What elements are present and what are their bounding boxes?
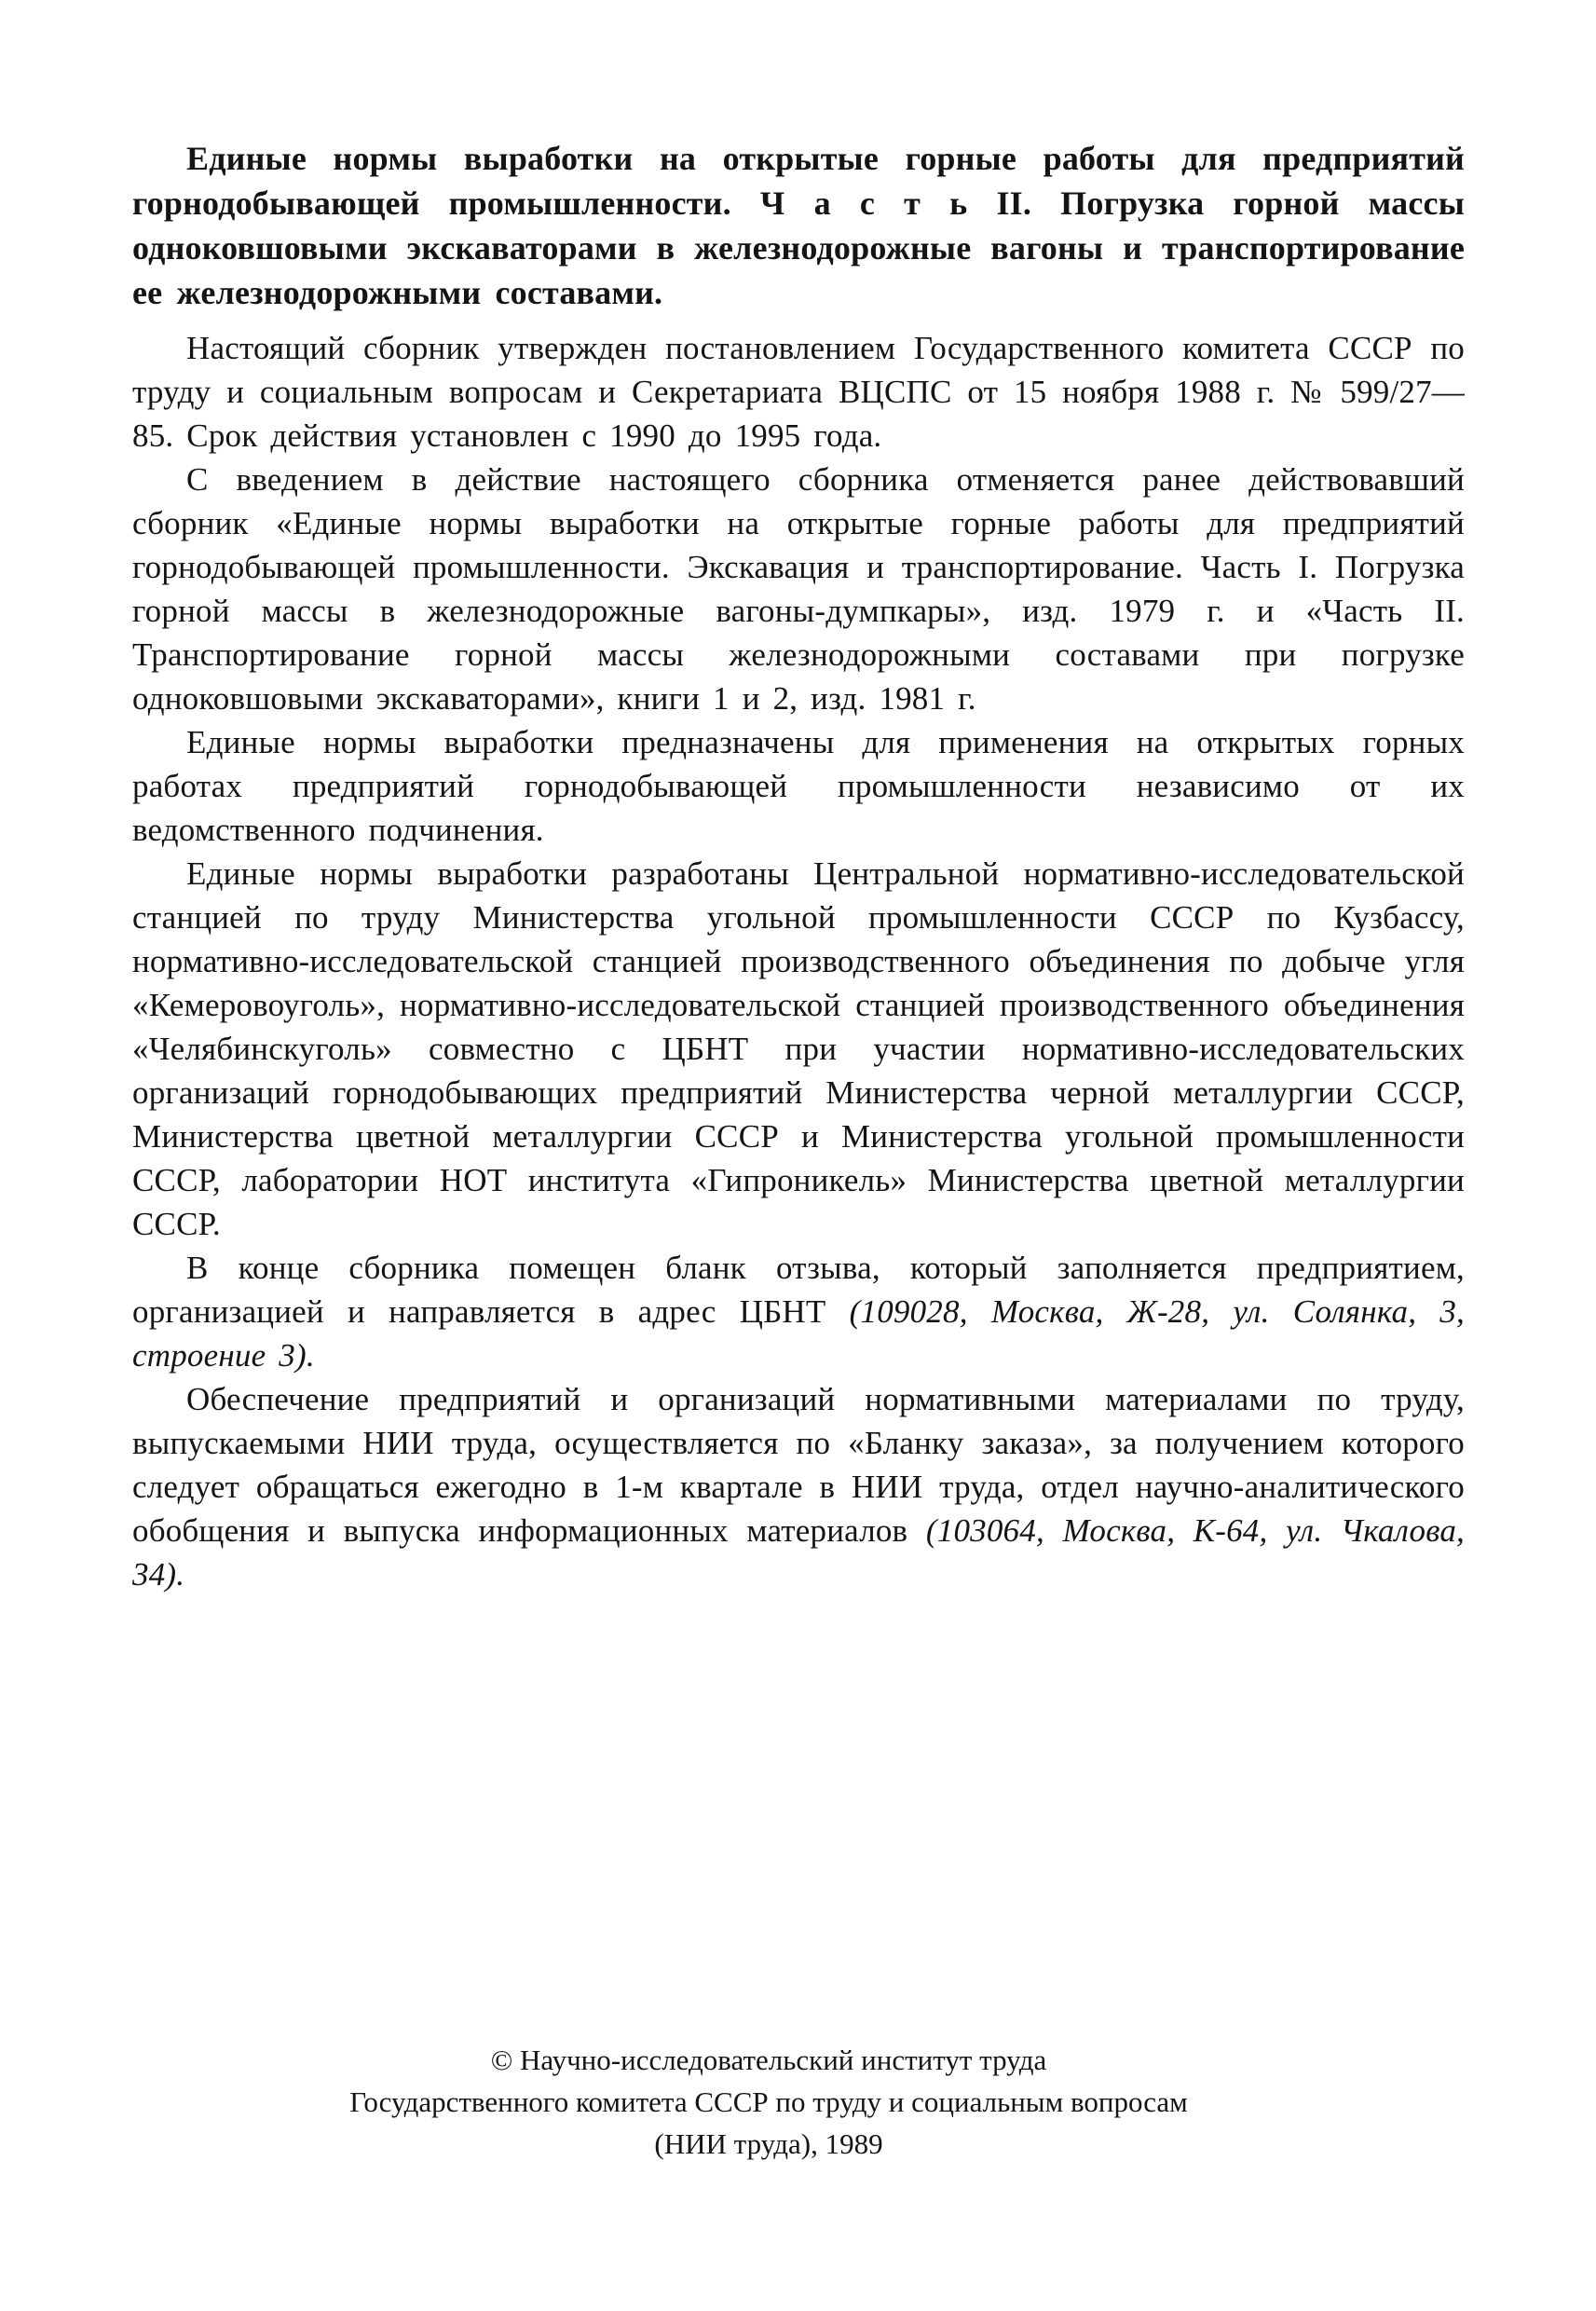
paragraph-approval: Настоящий сборник утвержден постановлением Государственного комитета СССР по труду и социальным вопросам и Секретариата ВЦСПС от 15 ноября 1988 г. № 599/27—85. Срок действия установлен с 1990 до 1995 года. xyxy=(132,330,1465,454)
paragraph-feedback xyxy=(132,1246,1465,1377)
paragraph-feedback-text: В конце сборника помещен бланк отзыва, который заполняется предприятием, организацией и направляется в адрес ЦБНТ xyxy=(132,1250,1465,1330)
paragraph-supply-text: Обеспечение предприятий и организаций нормативными материалами по труду, выпускаемыми НИИ труда, осуществляется по «Бланку заказа», за получением которого следует обращаться ежегодно в 1-м квартале в НИИ труда, отдел научно-аналитического обобщения и выпуска информационных материалов xyxy=(132,1381,1465,1549)
paragraph-developers: Единые нормы выработки разработаны Центральной нормативно-исследовательской станцией по труду Министерства угольной промышленности СССР по Кузбассу, нормативно-исследовательской станцией производственного объединения по добыче угля «Кемеровоуголь», нормативно-исследовательской станцией производственного объединения «Челябинскуголь» совместно с ЦБНТ при участии нормативно-исследовательских организаций горнодобывающих предприятий Министерства черной металлургии СССР, Министерства цветной металлургии СССР и Министерства угольной промышленности СССР, лаборатории НОТ института «Гипроникель» Министерства цветной металлургии СССР. xyxy=(132,855,1465,1242)
document-title: Единые нормы выработки на открытые горные работы для предприятий горнодобывающей промышленности. Ч а с т ь II. Погрузка горной массы одноковшовыми экскаваторами в железнодорожные вагоны и транспортирование ее железнодорожными составами. xyxy=(132,140,1465,311)
copyright-line-institute: © Научно-исследовательский институт труда xyxy=(490,2044,1047,2076)
main-text-block xyxy=(132,136,1465,1596)
supply-address: (103064, Москва, К-64, ул. Чкалова, 34). xyxy=(132,1512,1465,1593)
copyright-line-committee: Государственного комитета СССР по труду и социальным вопросам xyxy=(349,2085,1188,2118)
paragraph-replacement: С введением в действие настоящего сборника отменяется ранее действовавший сборник «Единые нормы выработки на открытые горные работы для предприятий горнодобывающей промышленности. Экскавация и транспортирование. Часть I. Погрузка горной массы в железнодорожные вагоны-думпкары», изд. 1979 г. и «Часть II. Транспортирование горной массы железнодорожными составами при погрузке одноковшовыми экскаваторами», книги 1 и 2, изд. 1981 г. xyxy=(132,461,1465,717)
paragraph-supply xyxy=(132,1377,1465,1596)
feedback-address: (109028, Москва, Ж-28, ул. Солянка, 3, строение 3). xyxy=(132,1293,1465,1374)
paragraph-purpose: Единые нормы выработки предназначены для применения на открытых горных работах предприятий горнодобывающей промышленности независимо от их ведомственного подчинения. xyxy=(132,724,1465,848)
copyright-block xyxy=(102,2039,1435,2165)
copyright-line-year: (НИИ труда), 1989 xyxy=(654,2127,883,2160)
